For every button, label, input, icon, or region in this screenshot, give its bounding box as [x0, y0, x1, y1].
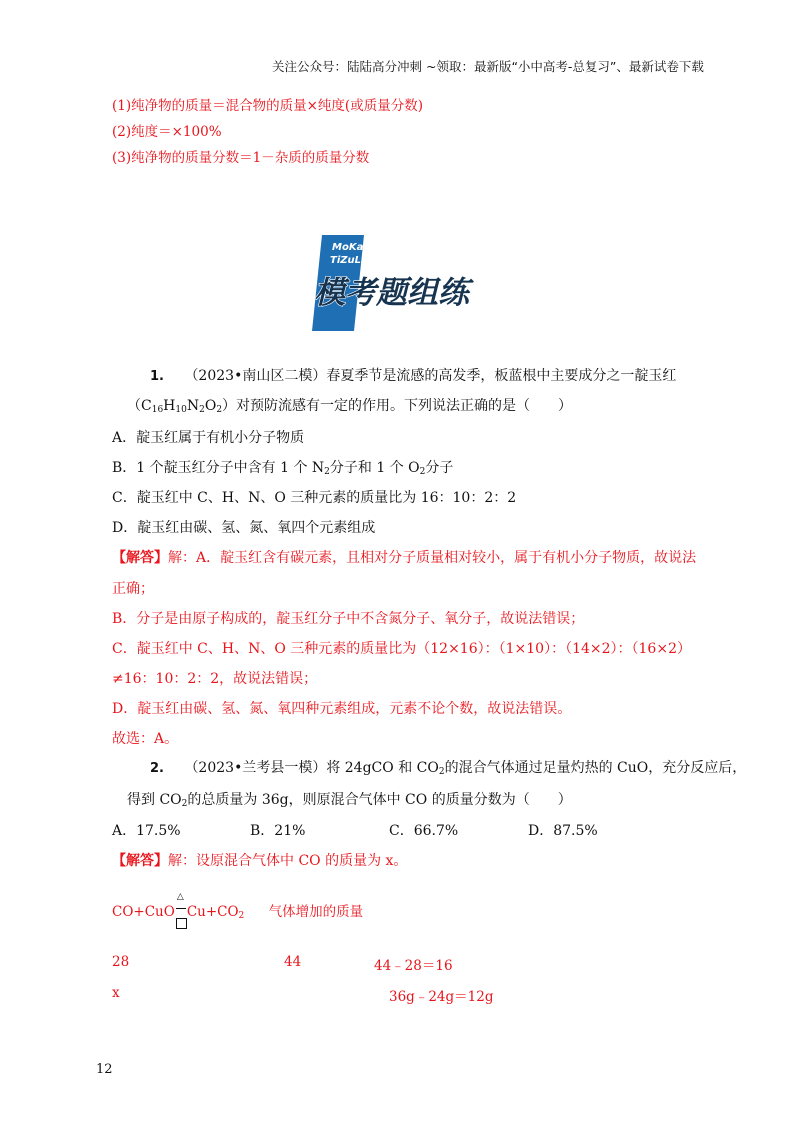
q1-answer-line1: 【解答】解：A．靛玉红含有碳元素，且相对分子质量相对较小，属于有机小分子物质，故说法 — [112, 550, 697, 566]
q2-answer-tag: 【解答】 — [112, 853, 168, 869]
q2-stem-line1: 2. （2023•兰考县一模）将 24gCO 和 $CO_2$的混合气体通过足量灼热的 CuO，充分反应后， — [150, 760, 747, 777]
header-text: 关注公众号：陆陆高分冲刺 ~领取：最新版“小中高考-总复习”、最新试卷下载 — [272, 59, 704, 74]
q1-answer-line7: 故选：A。 — [112, 731, 179, 747]
logo-cn: 模考题组练 — [314, 275, 469, 311]
q1-answer-line3: B．分子是由原子构成的，靛玉红分子中不含氮分子、氧分子，故说法错误； — [112, 611, 585, 627]
q2-number: 2. — [150, 761, 164, 776]
q2-option-a: A．17.5% — [112, 823, 181, 839]
q2-option-c: C．66.7% — [389, 823, 459, 839]
q1-answer-line4: C．靛玉红中 C、H、N、O 三种元素的质量比为（12×16）：（1×10）：（14×2）：（16×2） — [112, 641, 691, 657]
q1-option-c: C．靛玉红中 C、H、N、O 三种元素的质量比为 16：10：2：2 — [112, 490, 517, 506]
formula-1: (1)纯净物的质量＝混合物的质量×纯度(或质量分数) — [112, 98, 423, 114]
equation-left: CO+CuO — [112, 904, 175, 920]
q2-row1-col3: 44﹣28＝16 — [374, 958, 453, 974]
logo-en-line1: MoKao — [332, 242, 371, 253]
q1-answer-tag: 【解答】 — [112, 550, 168, 566]
q2-row1-col1: 28 — [112, 954, 130, 970]
q2-option-d: D．87.5% — [528, 823, 598, 839]
equation-right: Cu+CO — [186, 904, 239, 920]
q2-row1-col2: 44 — [284, 954, 302, 970]
q2-equation: CO+CuO △ $Cu+CO_2$ 气体增加的质量 — [112, 900, 363, 922]
q2-option-b: B．21% — [250, 823, 306, 839]
equation-note: 气体增加的质量 — [268, 904, 364, 920]
q1-answer-line6: D．靛玉红由碳、氢、氮、氧四种元素组成，元素不论个数，故说法错误。 — [112, 701, 572, 717]
formula-3: (3)纯净物的质量分数＝1－杂质的质量分数 — [112, 150, 370, 166]
q1-answer-line5: ≠16：10：2：2，故说法错误； — [112, 671, 318, 687]
q2-row2-col3: 36g﹣24g＝12g — [389, 989, 494, 1005]
q1-answer-line2: 正确； — [112, 581, 154, 597]
q1-number: 1. — [150, 369, 164, 384]
q1-option-a: A．靛玉红属于有机小分子物质 — [112, 430, 305, 446]
q2-answer-line1: 【解答】解：设原混合气体中 CO 的质量为 x。 — [112, 853, 408, 869]
formula-2: (2)纯度＝×100% — [112, 124, 222, 140]
q1-option-b: B．1 个靛玉红分子中含有 1 个 $N_2$分子和 1 个 $O_2$分子 — [112, 460, 454, 477]
heat-condition-icon: △ — [175, 904, 187, 922]
logo-en-line2: TiZuLian — [330, 255, 379, 266]
q1-stem-line1 — [150, 366, 676, 387]
page-number: 12 — [96, 1062, 113, 1077]
q2-row2-col1: x — [112, 985, 120, 1001]
mokao-tizulian-logo — [304, 233, 494, 333]
q2-stem-line2: 得到 $CO_2$的总质量为 36g，则原混合气体中 CO 的质量分数为（ ） — [127, 792, 572, 809]
q1-stem-line2: $(C_{16}H_{10}N_2O_2)$对预防流感有一定的作用。下列说法正确的是（ ） — [127, 398, 573, 415]
q1-option-d: D．靛玉红由碳、氢、氮、氧四个元素组成 — [112, 520, 376, 536]
q1-formula: $C_{16}H_{10}N_2O_2$ — [141, 398, 223, 415]
q1-stem-text: （2023•南山区二模）春夏季节是流感的高发季，板蓝根中主要成分之一靛玉红 — [184, 368, 677, 384]
